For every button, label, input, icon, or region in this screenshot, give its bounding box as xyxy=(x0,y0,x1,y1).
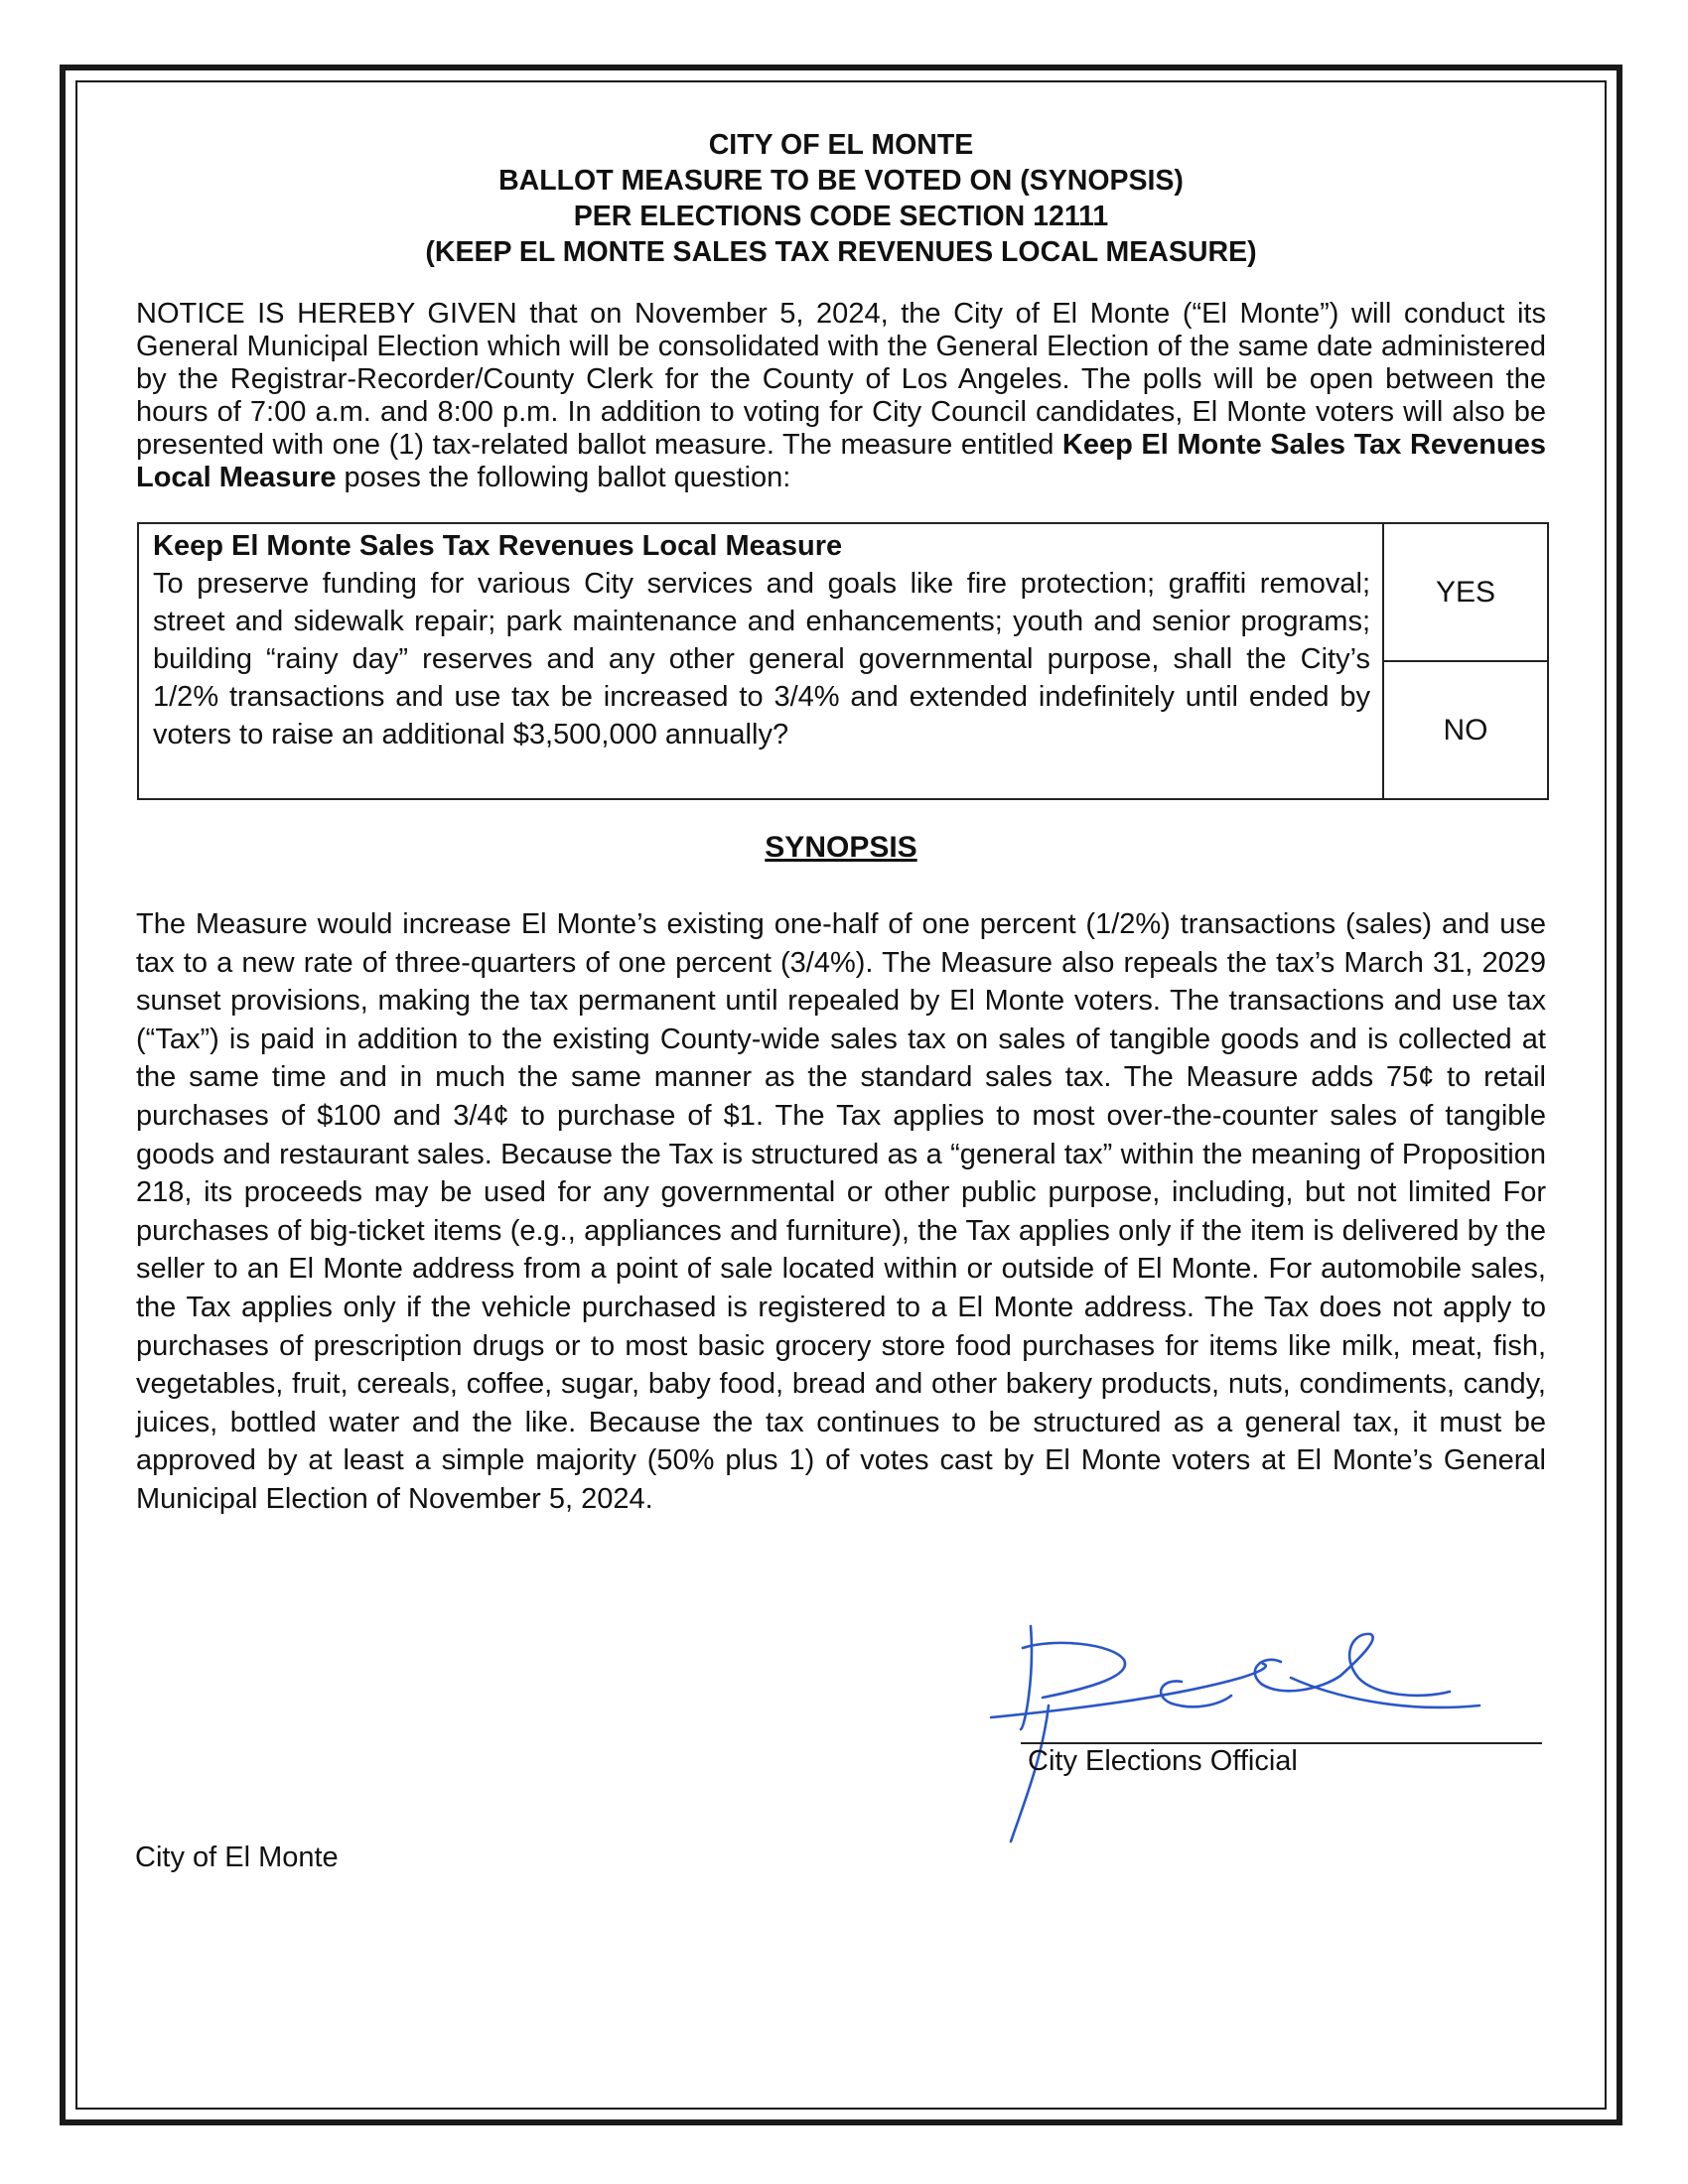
ballot-question-text: To preserve funding for various City services and goals like fire protection; graffiti removal; street and sidewalk repair; park maintenance and enhancements; youth and senior programs; building “rainy day” reserves and any other general governmental purpose, shall the City’s 1/2% transactions and use tax be increased to 3/4% and extended indefinitely until ended by voters to raise an additional $3,500,000 annually? xyxy=(153,568,1370,751)
ballot-question-title: Keep El Monte Sales Tax Revenues Local Measure xyxy=(153,530,843,562)
synopsis-text: The Measure would increase El Monte’s existing one-half of one percent (1/2%) transactions (sales) and use tax to a new rate of three-quarters of one percent (3/4%). The Measure also repeals the tax’s March 31, 2029 sunset provisions, making the tax permanent until repealed by El Monte voters. The transactions and use tax (“Tax”) is paid in addition to the existing County-wide sales tax on sales of tangible goods and is collected at the same time and in much the same manner as the standard sales tax. The Measure adds 75¢ to retail purchases of $100 and 3/4¢ to purchase of $1. The Tax applies to most over-the-counter sales of tangible goods and restaurant sales. Because the Tax is structured as a “general tax” within the meaning of Proposition 218, its proceeds may be used for any governmental or other public purpose, including, but not limited For purchases of big-ticket items (e.g., appliances and furniture), the Tax applies only if the item is delivered by the seller to an El Monte address from a point of sale located within or outside of El Monte. For automobile sales, the Tax applies only if the vehicle purchased is registered to a El Monte address. The Tax does not apply to purchases of prescription drugs or to most basic grocery store food purchases for items like milk, meat, fish, vegetables, fruit, cereals, coffee, sugar, baby food, bread and other bakery products, nuts, condiments, candy, juices, bottled water and the like. Because the tax continues to be structured as a general tax, it must be approved by at least a simple majority (50% plus 1) of votes cast by El Monte voters at El Monte’s General Municipal Election of November 5, 2024. xyxy=(136,908,1546,1515)
ballot-question-cell xyxy=(138,523,1383,799)
notice-text-before: NOTICE IS HEREBY GIVEN that on November 5, 2024, the City of El Monte (“El Monte”) will conduct its General Municipal Election which will be consolidated with the General Election of the same date administered by the Registrar-Recorder/County Clerk for the County of Los Angeles. The polls will be open between the hours of 7:00 a.m. and 8:00 p.m. In addition to voting for City Council candidates, El Monte voters will also be presented with one (1) tax-related ballot measure. The measure entitled xyxy=(136,298,1546,461)
ballot-question-box xyxy=(137,522,1549,800)
notice-measure-name: Keep El Monte Sales Tax Revenues Local Measure xyxy=(136,429,1546,493)
document-header xyxy=(136,127,1546,270)
signature-label: City Elections Official xyxy=(1028,1745,1298,1777)
signature-line xyxy=(1021,1742,1542,1744)
document-body xyxy=(136,127,1546,1519)
synopsis-title: SYNOPSIS xyxy=(765,831,917,864)
header-city: CITY OF EL MONTE xyxy=(708,129,974,161)
handwritten-signature xyxy=(983,1618,1499,1846)
footer-city: City of El Monte xyxy=(135,1842,339,1873)
header-code-section: PER ELECTIONS CODE SECTION 12111 xyxy=(573,201,1109,232)
header-measure-name: (KEEP EL MONTE SALES TAX REVENUES LOCAL MEASURE) xyxy=(425,236,1257,268)
ballot-no-option: NO xyxy=(1383,661,1548,799)
notice-paragraph xyxy=(136,298,1546,494)
ballot-yes-option: YES xyxy=(1383,523,1548,661)
header-measure-title: BALLOT MEASURE TO BE VOTED ON (SYNOPSIS) xyxy=(498,165,1184,197)
notice-text-after: poses the following ballot question: xyxy=(336,462,791,493)
